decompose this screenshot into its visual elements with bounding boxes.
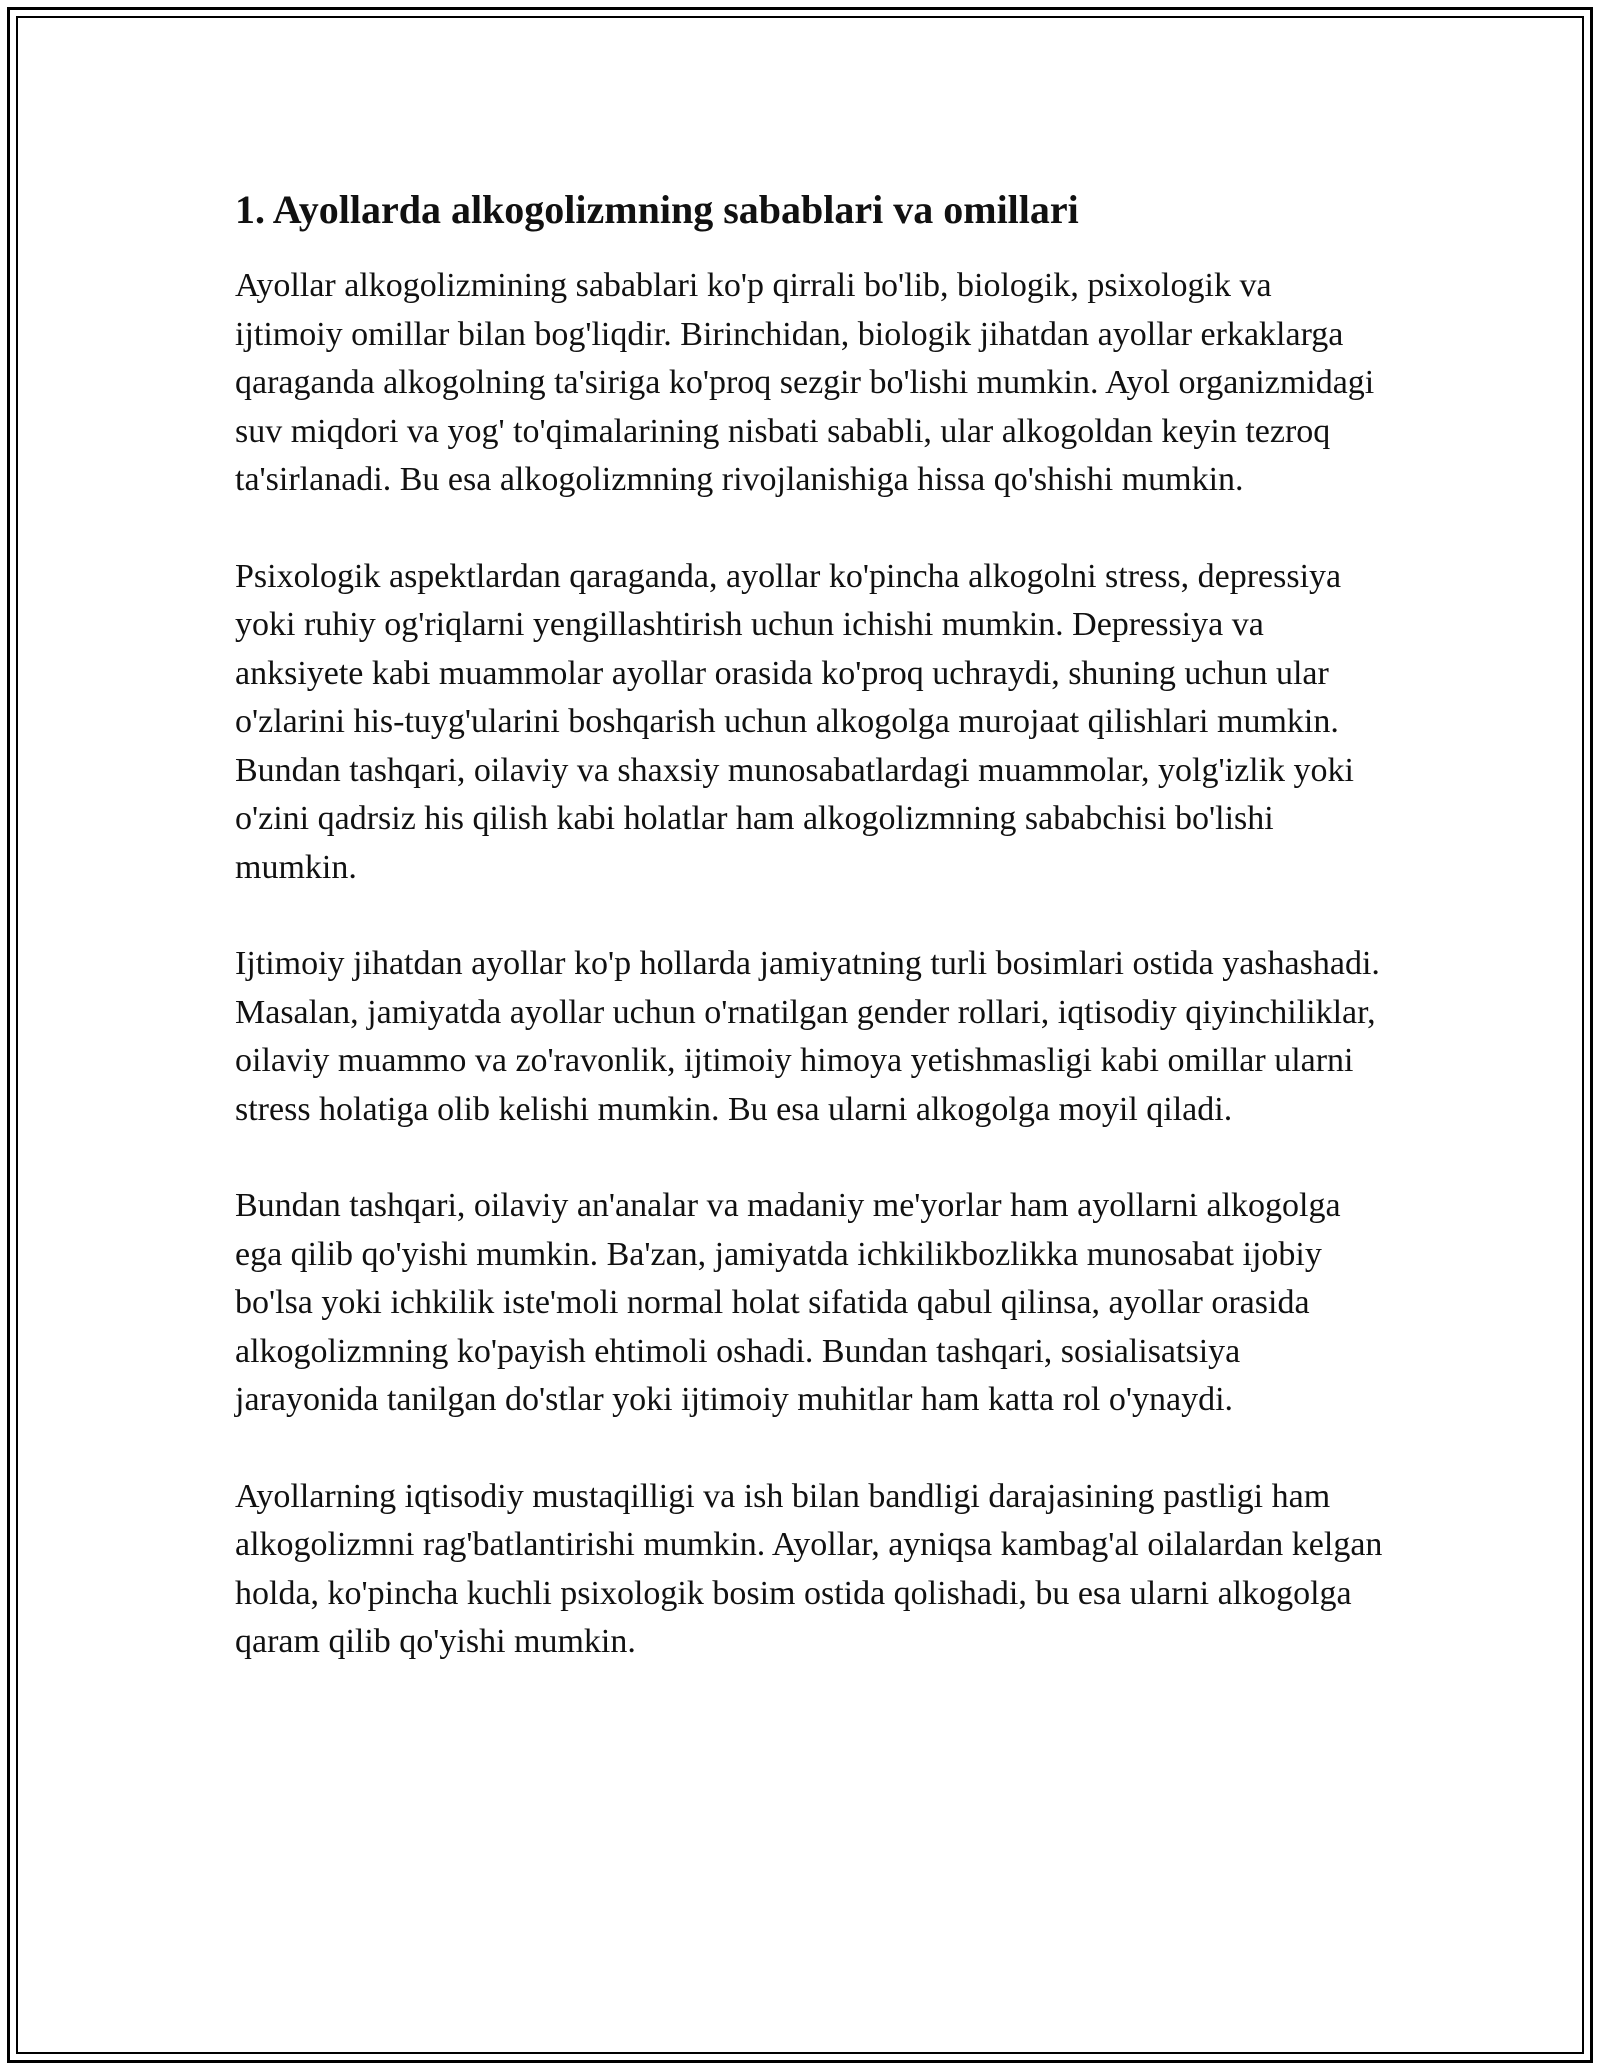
paragraph-cultural: Bundan tashqari, oilaviy an'analar va madaniy me'yorlar ham ayollarni alkogolga ega qilib qo'yishi mumkin. Ba'zan, jamiyatda ichkilikbozlikka munosabat ijobiy bo'lsa yoki ichkilik iste'moli normal holat sifatida qabul qilinsa, ayollar orasida alkogolizmning ko'payish ehtimoli oshadi. Bundan tashqari, sosialisatsiya jarayonida tanilgan do'stlar yoki ijtimoiy muhitlar ham katta rol o'ynaydi.: [235, 1187, 1341, 1418]
paragraph-economic: Ayollarning iqtisodiy mustaqilligi va ish bilan bandligi darajasining pastligi ham alkogolizmni rag'batlantirishi mumkin. Ayollar, ayniqsa kambag'al oilalardan kelgan holda, ko'pincha kuchli psixologik bosim ostida qolishadi, bu esa ularni alkogolga qaram qilib qo'yishi mumkin.: [235, 1477, 1383, 1660]
paragraph-social: Ijtimoiy jihatdan ayollar ko'p hollarda jamiyatning turli bosimlari ostida yashashadi. Masalan, jamiyatda ayollar uchun o'rnatilgan gender rollari, iqtisodiy qiyinchiliklar, oilaviy muammo va zo'ravonlik, ijtimoiy himoya yetishmasligi kabi omillar ularni stress holatiga olib kelishi mumkin. Bu esa ularni alkogolga moyil qiladi.: [235, 945, 1380, 1128]
paragraph-psychological: Psixologik aspektlardan qaraganda, ayollar ko'pincha alkogolni stress, depressiya yoki ruhiy og'riqlarni yengillashtirish uchun ichishi mumkin. Depressiya va anksiyete kabi muammolar ayollar orasida ko'proq uchraydi, shuning uchun ular o'zlarini his-tuyg'ularini boshqarish uchun alkogolga murojaat qilishlari mumkin. Bundan tashqari, oilaviy va shaxsiy munosabatlardagi muammolar, yolg'izlik yoki o'zini qadrsiz his qilish kabi holatlar ham alkogolizmning sababchisi bo'lishi mumkin.: [235, 557, 1354, 886]
section-heading: 1. Ayollarda alkogolizmning sabablari va omillari: [235, 187, 1079, 232]
paragraph-biological: Ayollar alkogolizmining sabablari ko'p qirrali bo'lib, biologik, psixologik va ijtimoiy omillar bilan bog'liqdir. Birinchidan, biologik jihatdan ayollar erkaklarga qaraganda alkogolning ta'siriga ko'proq sezgir bo'lishi mumkin. Ayol organizmidagi suv miqdori va yog' to'qimalarining nisbati sababli, ular alkogoldan keyin tezroq ta'sirlanadi. Bu esa alkogolizmning rivojlanishiga hissa qo'shishi mumkin.: [235, 267, 1375, 498]
document-body: [235, 186, 1385, 1715]
